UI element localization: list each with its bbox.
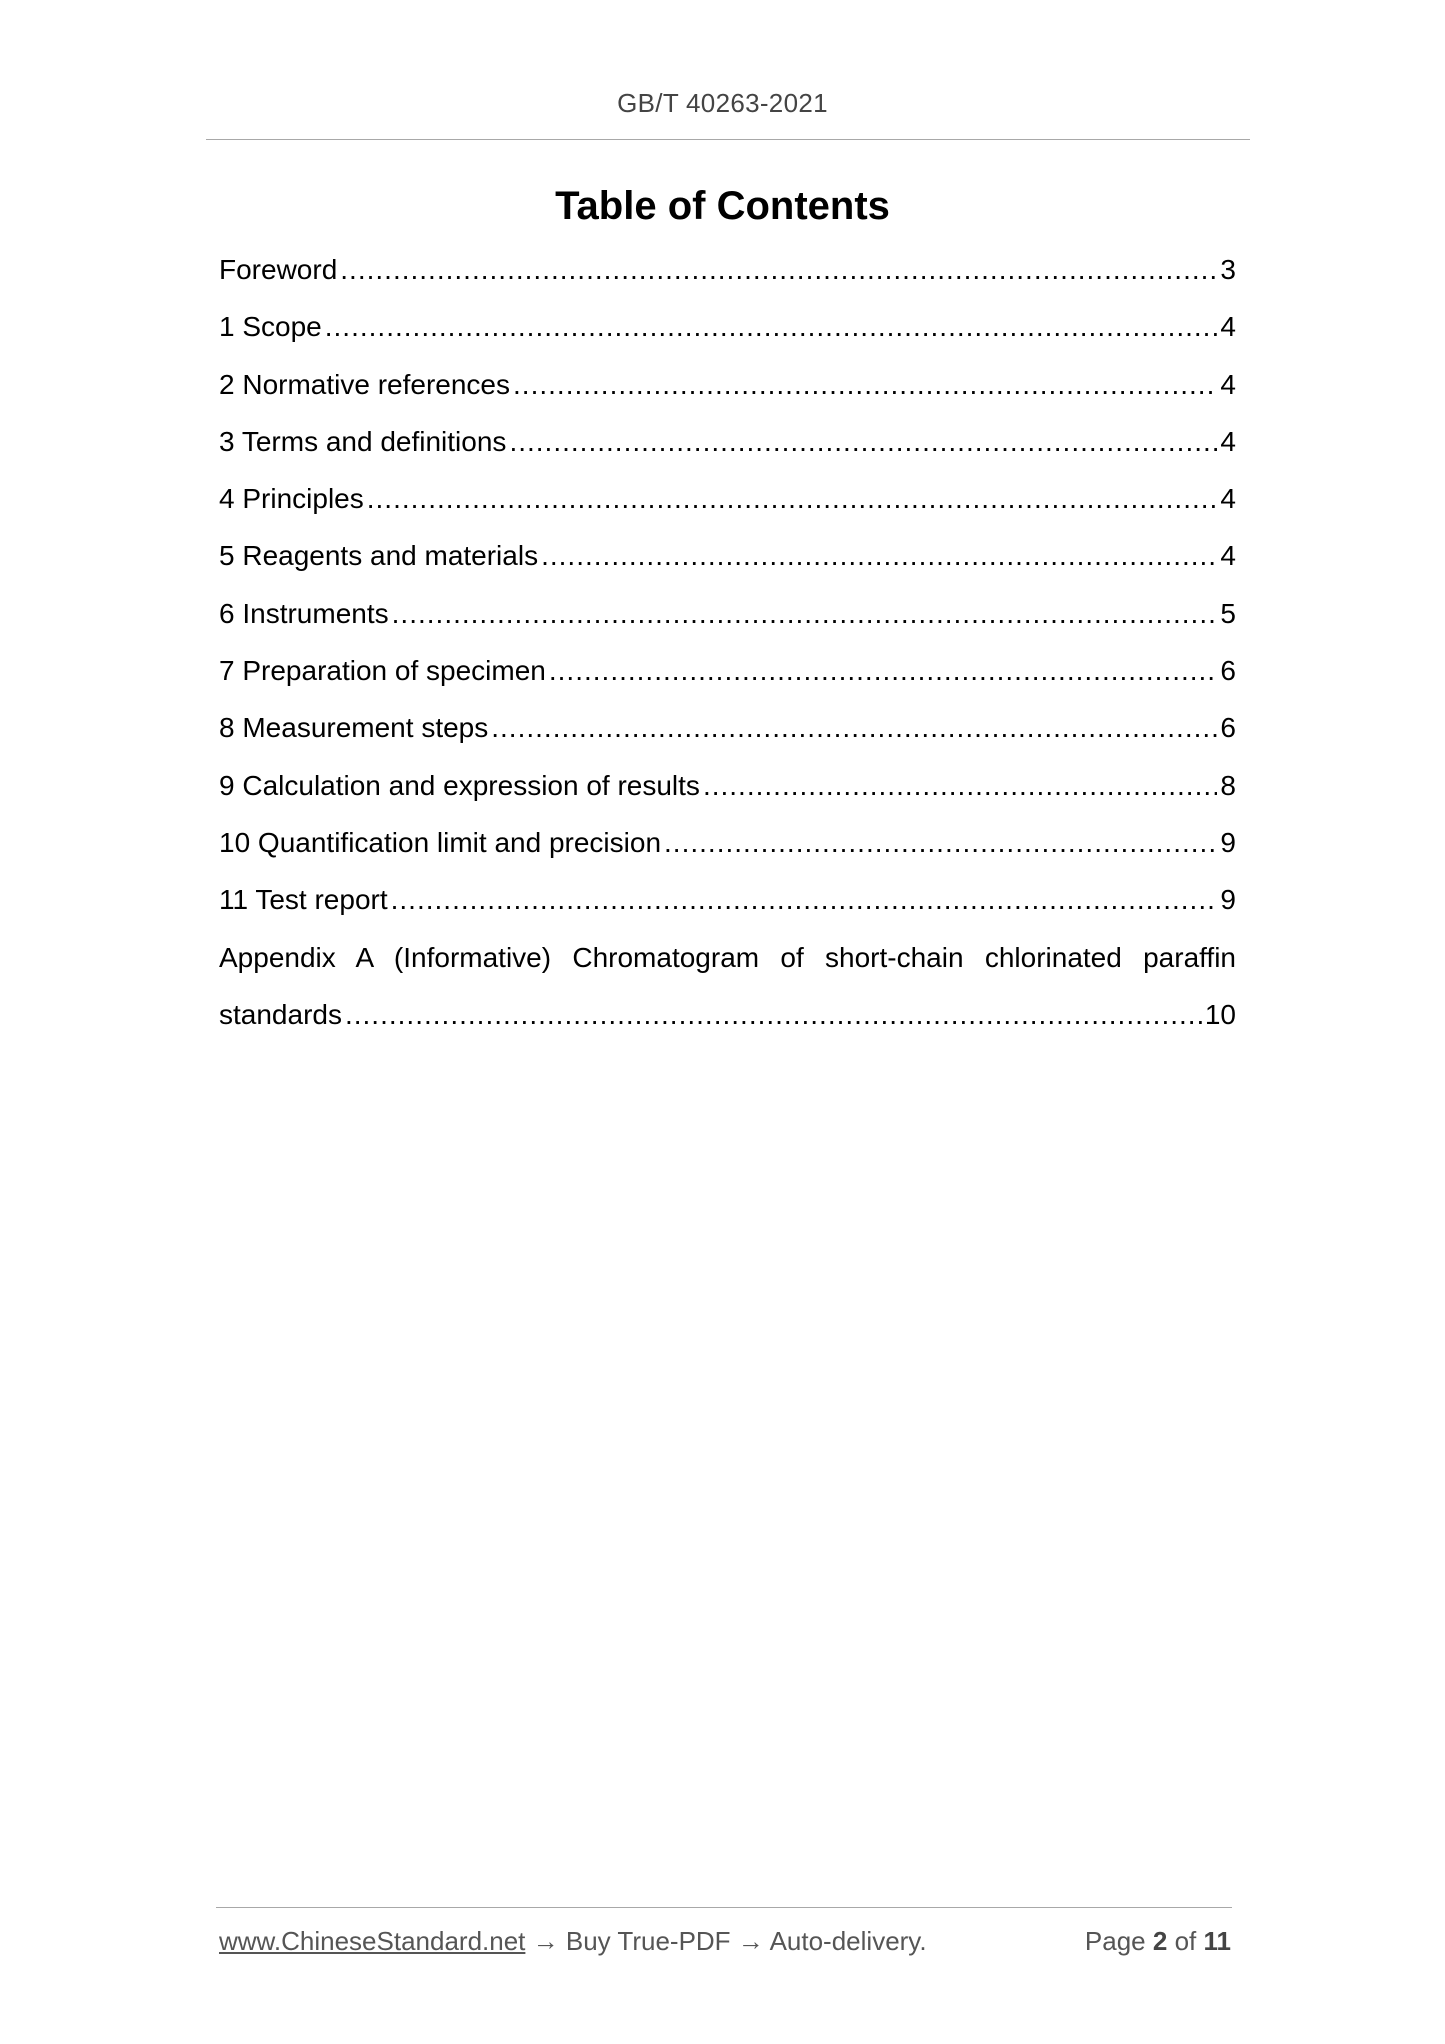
total-page-number: 11	[1203, 1926, 1231, 1956]
footer-divider	[216, 1907, 1232, 1908]
table-of-contents	[219, 254, 1236, 1056]
toc-entry-label: 7 Preparation of specimen	[219, 655, 546, 687]
toc-entry-label: 8 Measurement steps	[219, 712, 489, 744]
footer-promo-text: → Buy True-PDF → Auto-delivery.	[525, 1926, 927, 1956]
toc-entry-principles[interactable]	[219, 483, 1236, 540]
header-divider	[206, 139, 1250, 140]
toc-entry-appendix-a[interactable]	[219, 942, 1236, 999]
toc-entry-page: 9	[1220, 826, 1236, 858]
toc-entry-page: 5	[1220, 597, 1236, 629]
dot-leader	[340, 254, 1217, 286]
toc-entry-preparation-of-specimen[interactable]	[219, 655, 1236, 712]
dot-leader	[664, 827, 1217, 859]
site-link[interactable]: www.ChineseStandard.net	[219, 1926, 526, 1956]
dot-leader	[541, 540, 1217, 572]
toc-entry-page: 4	[1220, 311, 1236, 343]
footer-promo	[219, 1926, 927, 1957]
toc-entry-label: 1 Scope	[219, 311, 322, 343]
toc-entry-label: 5 Reagents and materials	[219, 540, 539, 572]
toc-entry-scope[interactable]	[219, 311, 1236, 368]
toc-entry-page: 3	[1220, 254, 1236, 285]
toc-entry-normative-references[interactable]	[219, 369, 1236, 426]
toc-entry-page: 4	[1220, 540, 1236, 572]
dot-leader	[391, 884, 1218, 916]
toc-entry-label: 9 Calculation and expression of results	[219, 769, 700, 801]
toc-entry-page: 6	[1220, 655, 1236, 687]
toc-entry-reagents-and-materials[interactable]	[219, 540, 1236, 597]
toc-entry-appendix-a-continued[interactable]	[219, 999, 1236, 1056]
toc-entry-label: 4 Principles	[219, 483, 364, 515]
toc-entry-label: 11 Test report	[219, 884, 388, 916]
toc-entry-foreword[interactable]	[219, 254, 1236, 311]
dot-leader	[703, 770, 1217, 802]
toc-entry-quantification-limit[interactable]	[219, 827, 1236, 884]
toc-entry-label: 2 Normative references	[219, 368, 511, 400]
toc-entry-measurement-steps[interactable]	[219, 712, 1236, 769]
page-indicator	[1085, 1926, 1231, 1957]
current-page-number: 2	[1152, 1926, 1168, 1956]
toc-entry-terms-and-definitions[interactable]	[219, 426, 1236, 483]
dot-leader	[325, 311, 1218, 343]
page-word: Page	[1084, 1926, 1146, 1956]
toc-entry-label: 6 Instruments	[219, 597, 389, 629]
toc-entry-test-report[interactable]	[219, 884, 1236, 941]
dot-leader	[392, 598, 1218, 630]
dot-leader	[345, 999, 1202, 1031]
dot-leader	[491, 712, 1217, 744]
toc-entry-page: 4	[1220, 425, 1236, 457]
toc-entry-page: 10	[1204, 998, 1236, 1030]
toc-entry-page: 6	[1220, 712, 1236, 744]
toc-entry-page: 4	[1220, 368, 1236, 400]
toc-entry-calculation-and-expression[interactable]	[219, 770, 1236, 827]
dot-leader	[509, 426, 1217, 458]
dot-leader	[549, 655, 1218, 687]
toc-entry-label: 3 Terms and definitions	[219, 425, 507, 457]
toc-entry-page: 4	[1220, 483, 1236, 515]
toc-title: Table of Contents	[555, 184, 890, 228]
dot-leader	[367, 483, 1218, 515]
toc-entry-label: standards	[219, 998, 342, 1030]
toc-entry-label: Foreword	[219, 254, 338, 285]
document-id-header: GB/T 40263-2021	[617, 88, 828, 118]
toc-entry-page: 9	[1220, 884, 1236, 916]
of-word: of	[1174, 1926, 1197, 1956]
toc-entry-page: 8	[1220, 769, 1236, 801]
toc-entry-instruments[interactable]	[219, 598, 1236, 655]
dot-leader	[513, 369, 1217, 401]
toc-entry-label: 10 Quantification limit and precision	[219, 826, 662, 858]
toc-entry-label: Appendix A (Informative) Chromatogram of short-chain chlorinated paraffin	[219, 941, 1236, 973]
